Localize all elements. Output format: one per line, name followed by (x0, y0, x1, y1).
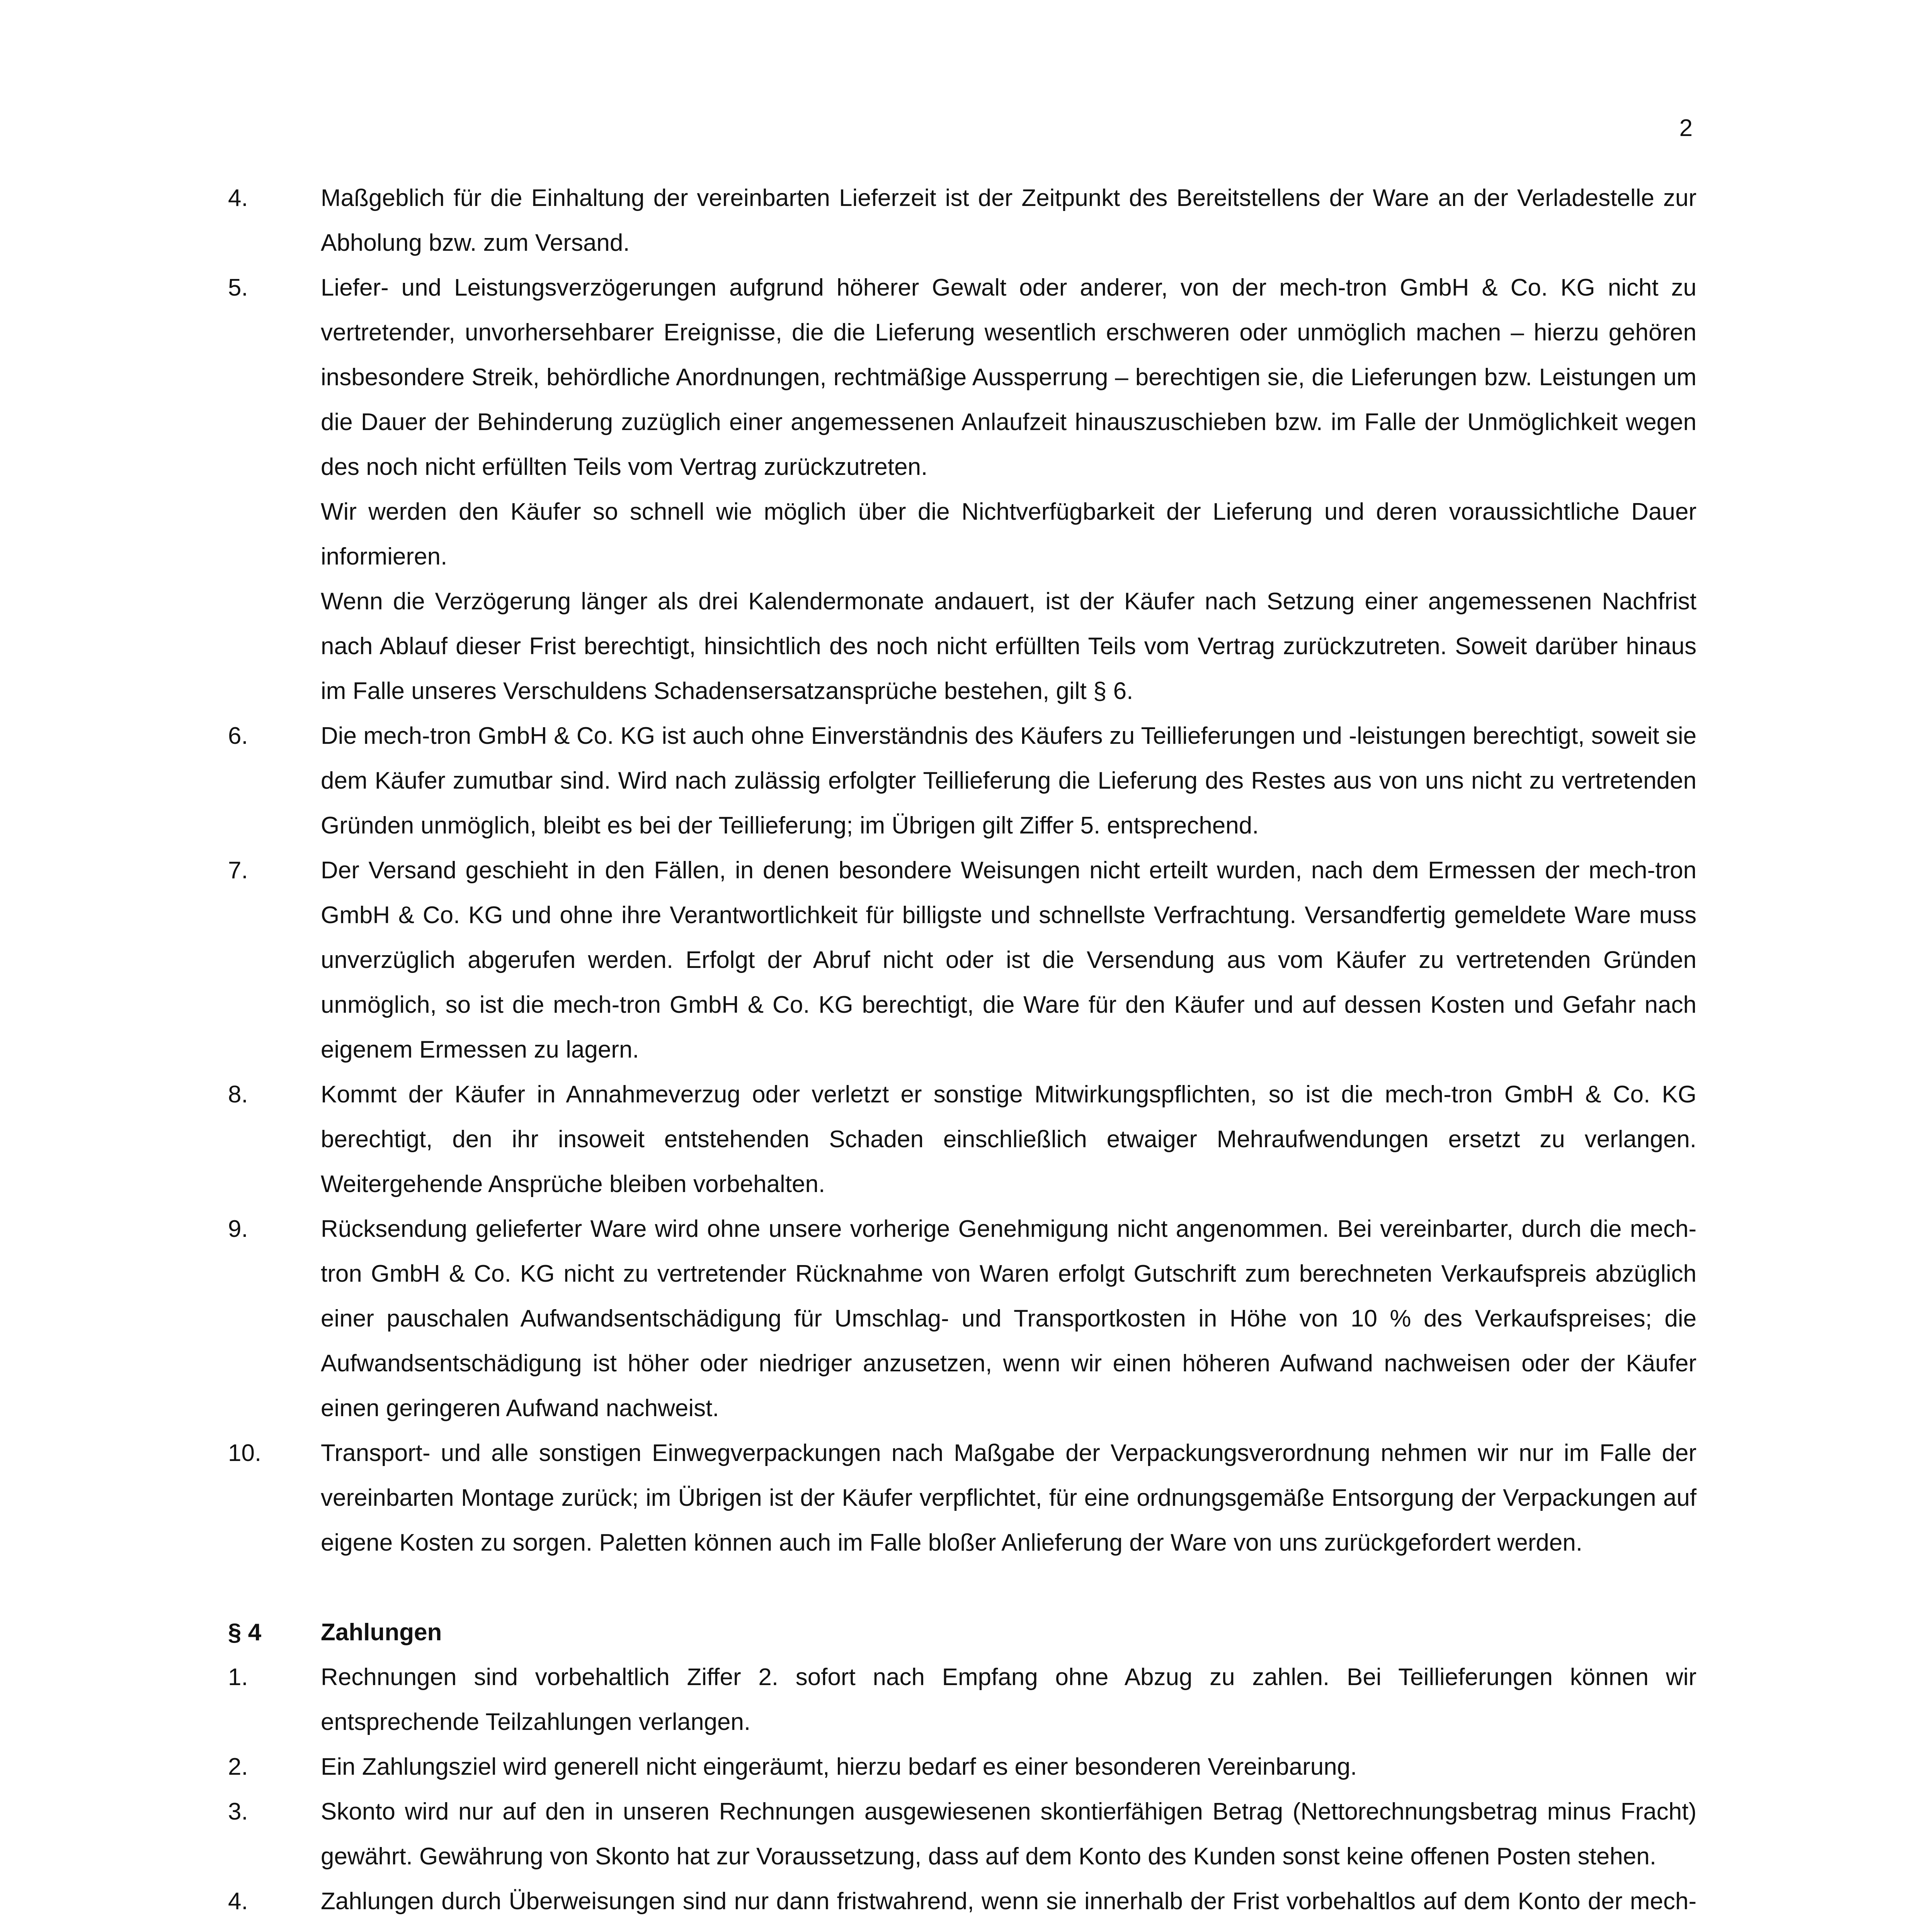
item-paragraph: Wir werden den Käufer so schnell wie möglich über die Nichtverfügbarkeit der Lieferung und deren voraussichtliche Dauer informieren. (321, 498, 1696, 570)
item-paragraph: Rücksendung gelieferter Ware wird ohne unsere vorherige Genehmigung nicht angenommen. Bei vereinbarter, durch die mech-tron GmbH & Co. KG nicht zu vertretender Rücknahme von Waren erfolgt Gutschrift zum berechneten Verkaufspreis abzüglich einer pauschalen Aufwandsentschädigung für Umschlag- und Transportkosten in Höhe von 10 % des Verkaufspreises; die Aufwandsentschädigung ist höher oder niedriger anzusetzen, wenn wir einen höheren Aufwand nachweisen oder der Käufer einen geringeren Aufwand nachweist. (321, 1216, 1696, 1422)
item-number: 6. (228, 723, 248, 749)
item-number: 9. (228, 1216, 248, 1242)
section-heading (228, 1610, 1696, 1655)
list-item (228, 1789, 1696, 1879)
item-number: 3. (228, 1798, 248, 1825)
item-number: 5. (228, 274, 248, 301)
list-item (228, 848, 1696, 1072)
section-number: § 4 (228, 1619, 262, 1646)
list-item (228, 1879, 1696, 1932)
item-paragraph: Zahlungen durch Überweisungen sind nur dann fristwahrend, wenn sie innerhalb der Frist vorbehaltlos auf dem Konto der mech- (321, 1888, 1696, 1915)
item-paragraph: Maßgeblich für die Einhaltung der vereinbarten Lieferzeit ist der Zeitpunkt des Bereitstellens der Ware an der Verladestelle zur Abholung bzw. zum Versand. (321, 185, 1696, 256)
section-spacer (228, 1565, 1696, 1610)
list-item (228, 714, 1696, 848)
item-number: 8. (228, 1081, 248, 1108)
item-paragraph: Der Versand geschieht in den Fällen, in denen besondere Weisungen nicht erteilt wurden, nach dem Ermessen der mech-tron GmbH & Co. KG und ohne ihre Verantwortlichkeit für billigste und schnellste Verfrachtung. Versandfertig gemeldete Ware muss unverzüglich abgerufen werden. Erfolgt der Abruf nicht oder ist die Versendung aus vom Käufer zu vertretenden Gründen unmöglich, so ist die mech-tron GmbH & Co. KG berechtigt, die Ware für den Käufer und auf dessen Kosten und Gefahr nach eigenem Ermessen zu lagern. (321, 857, 1696, 1063)
item-paragraph: Wenn die Verzögerung länger als drei Kalendermonate andauert, ist der Käufer nach Setzung einer angemessenen Nachfrist nach Ablauf dieser Frist berechtigt, hinsichtlich des noch nicht erfüllten Teils vom Vertrag zurückzutreten. Soweit darüber hinaus im Falle unseres Verschuldens Schadensersatzansprüche bestehen, gilt § 6. (321, 588, 1696, 704)
item-paragraph: Rechnungen sind vorbehaltlich Ziffer 2. sofort nach Empfang ohne Abzug zu zahlen. Bei Teillieferungen können wir entsprechende Teilzahlungen verlangen. (321, 1664, 1696, 1735)
item-paragraph: Die mech-tron GmbH & Co. KG ist auch ohne Einverständnis des Käufers zu Teillieferungen und -leistungen berechtigt, soweit sie dem Käufer zumutbar sind. Wird nach zulässig erfolgter Teillieferung die Lieferung des Restes aus von uns nicht zu vertretenden Gründen unmöglich, bleibt es bei der Teillieferung; im Übrigen gilt Ziffer 5. entsprechend. (321, 723, 1696, 839)
item-number: 4. (228, 185, 248, 211)
item-paragraph: Transport- und alle sonstigen Einwegverpackungen nach Maßgabe der Verpackungsverordnung nehmen wir nur im Falle der vereinbarten Montage zurück; im Übrigen ist der Käufer verpflichtet, für eine ordnungsgemäße Entsorgung der Verpackungen auf eigene Kosten zu sorgen. Paletten können auch im Falle bloßer Anlieferung der Ware von uns zurückgefordert werden. (321, 1440, 1696, 1556)
item-number: 4. (228, 1888, 248, 1915)
item-paragraph: Skonto wird nur auf den in unseren Rechnungen ausgewiesenen skontierfähigen Betrag (Nettorechnungsbetrag minus Fracht) gewährt. Gewährung von Skonto hat zur Voraussetzung, dass auf dem Konto des Kunden sonst keine offenen Posten stehen. (321, 1798, 1696, 1870)
item-paragraph: Kommt der Käufer in Annahmeverzug oder verletzt er sonstige Mitwirkungspflichten, so ist die mech-tron GmbH & Co. KG berechtigt, den ihr insoweit entstehenden Schaden einschließlich etwaiger Mehraufwendungen ersetzt zu verlangen. Weitergehende Ansprüche bleiben vorbehalten. (321, 1081, 1696, 1197)
page-number: 2 (1679, 115, 1693, 141)
list-item (228, 176, 1696, 265)
item-paragraph: Ein Zahlungsziel wird generell nicht eingeräumt, hierzu bedarf es einer besonderen Vereinbarung. (321, 1753, 1357, 1780)
document-body (228, 176, 1696, 1932)
item-paragraph: Liefer- und Leistungsverzögerungen aufgrund höherer Gewalt oder anderer, von der mech-tron GmbH & Co. KG nicht zu vertretender, unvorhersehbarer Ereignisse, die die Lieferung wesentlich erschweren oder unmöglich machen – hierzu gehören insbesondere Streik, behördliche Anordnungen, rechtmäßige Aussperrung – berechtigen sie, die Lieferungen bzw. Leistungen um die Dauer der Behinderung zuzüglich einer angemessenen Anlaufzeit hinauszuschieben bzw. im Falle der Unmöglichkeit wegen des noch nicht erfüllten Teils vom Vertrag zurückzutreten. (321, 274, 1696, 480)
list-item (228, 1655, 1696, 1745)
item-number: 10. (228, 1440, 262, 1466)
item-number: 1. (228, 1664, 248, 1690)
list-item (228, 1745, 1696, 1789)
list-item (228, 1431, 1696, 1565)
list-item (228, 1072, 1696, 1207)
section-title: Zahlungen (321, 1619, 442, 1646)
item-number: 2. (228, 1753, 248, 1780)
item-number: 7. (228, 857, 248, 884)
list-item (228, 1207, 1696, 1431)
list-item (228, 265, 1696, 714)
